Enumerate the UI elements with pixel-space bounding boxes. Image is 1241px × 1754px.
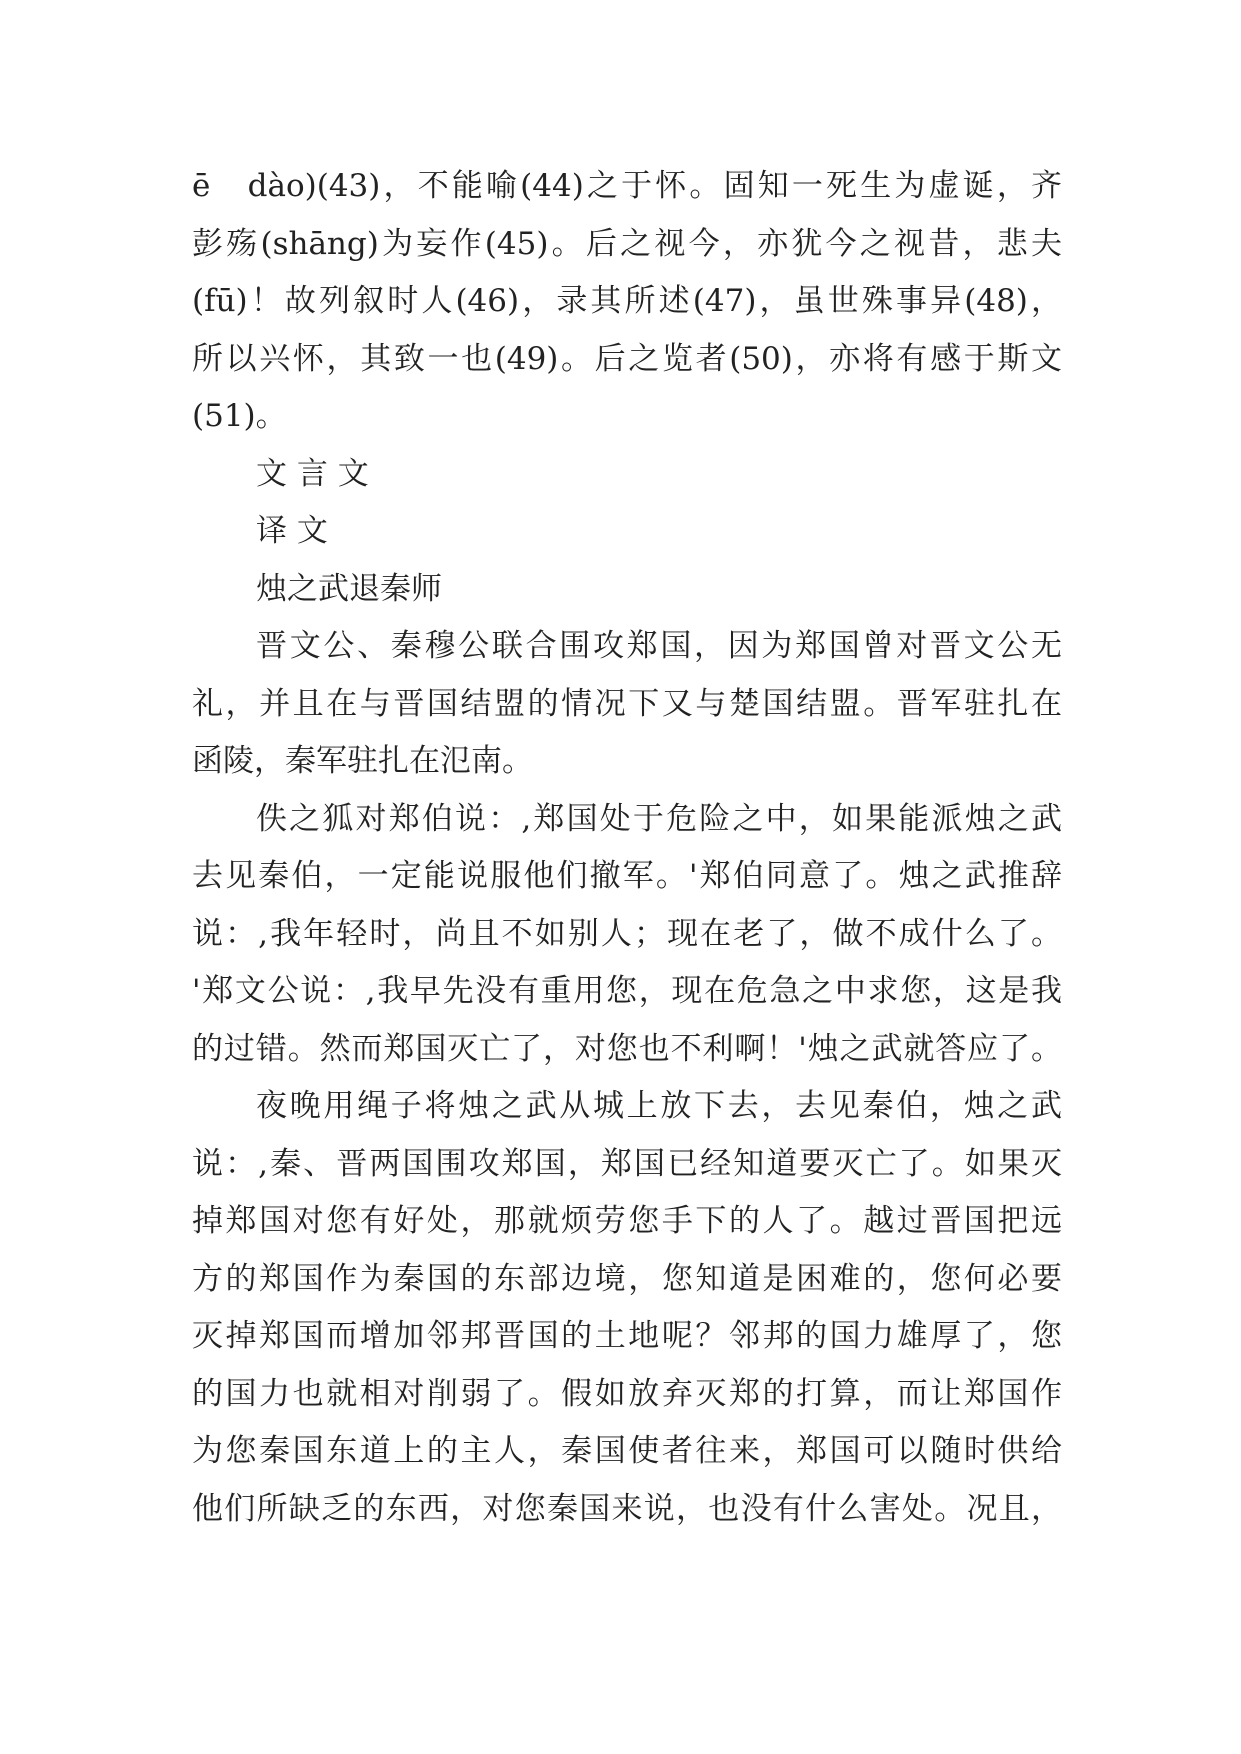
text-line: 所以兴怀，其致一也(49)。后之览者(50)，亦将有感于斯文 [192,340,1062,377]
document-body [192,158,1062,1538]
text-line: 晋文公、秦穆公联合围攻郑国，因为郑国曾对晋文公无 [256,628,1062,664]
text-line: 译 文 [256,513,328,549]
text-line: 彭殇(shāng)为妄作(45)。后之视今，亦犹今之视昔，悲夫 [192,225,1062,262]
text-line: '郑文公说：,我早先没有重用您，现在危急之中求您，这是我 [192,973,1062,1009]
text-line: 灭掉郑国而增加邻邦晋国的土地呢？邻邦的国力雄厚了，您 [192,1318,1062,1354]
text-line: 烛之武退秦师 [256,570,442,607]
text-line: 说：,秦、晋两国围攻郑国，郑国已经知道要灭亡了。如果灭 [192,1145,1062,1182]
text-line: 礼，并且在与晋国结盟的情况下又与楚国结盟。晋军驻扎在 [192,685,1062,722]
text-line: 去见秦伯，一定能说服他们撤军。'郑伯同意了。烛之武推辞 [192,858,1062,894]
text-line: 掉郑国对您有好处，那就烦劳您手下的人了。越过晋国把远 [192,1203,1062,1239]
text-line: 方的郑国作为秦国的东部边境，您知道是困难的，您何必要 [192,1260,1062,1297]
text-line: 文 言 文 [256,455,369,492]
text-line: 为您秦国东道上的主人，秦国使者往来，郑国可以随时供给 [192,1433,1062,1469]
text-line: 的过错。然而郑国灭亡了，对您也不利啊！'烛之武就答应了。 [192,1030,1062,1067]
text-line: 夜晚用绳子将烛之武从城上放下去，去见秦伯，烛之武 [256,1088,1062,1124]
text-line: 函陵，秦军驻扎在氾南。 [192,743,533,779]
text-line: 他们所缺乏的东西，对您秦国来说，也没有什么害处。况且， [192,1490,1062,1527]
text-line: (fū)！故列叙时人(46)，录其所述(47)，虽世殊事异(48)， [192,283,1062,319]
text-line: 的国力也就相对削弱了。假如放弃灭郑的打算，而让郑国作 [192,1375,1062,1412]
text-line: ē dào)(43)，不能喻(44)之于怀。固知一死生为虚诞，齐 [192,168,1062,204]
text-line: 佚之狐对郑伯说：,郑国处于危险之中，如果能派烛之武 [256,800,1062,837]
text-line: 说：,我年轻时，尚且不如别人；现在老了，做不成什么了。 [192,915,1062,952]
text-line: (51)。 [192,398,287,434]
